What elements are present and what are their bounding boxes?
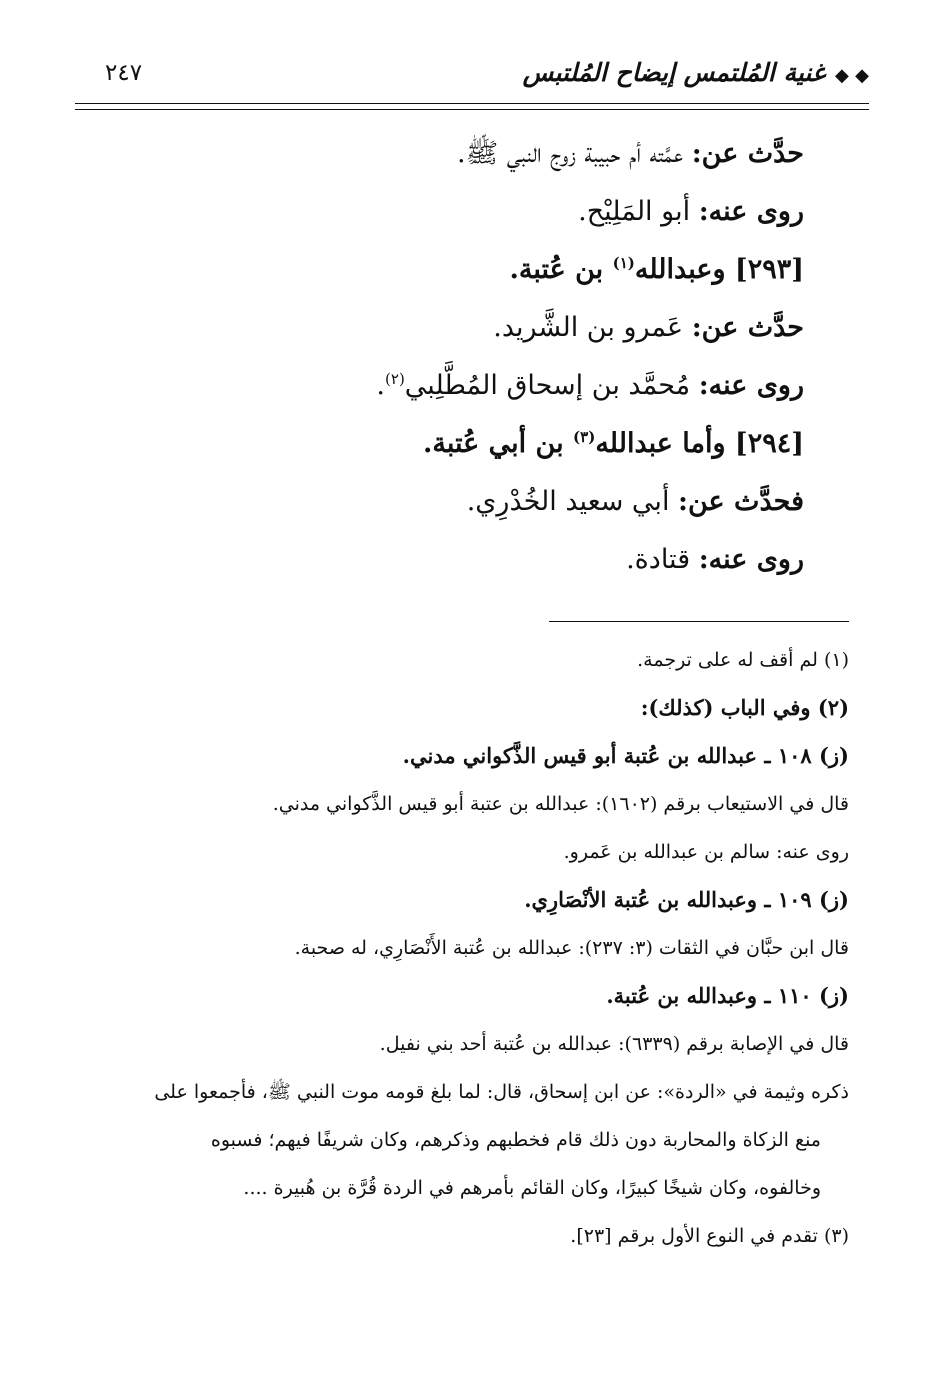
footnote-marker: (ز): [818, 983, 849, 1008]
header-rule-top: [75, 103, 869, 104]
entry-number: [٢٩٣]: [734, 254, 804, 285]
footnote-separator: [549, 621, 849, 622]
line-text: عَمرو بن الشَّريد.: [493, 312, 692, 343]
footnote-line: [78, 880, 849, 928]
footnote-text: منع الزكاة والمحاربة دون ذلك قام فخطبهم وذكرهم، وكان شريفًا فيهم؛ فسبوه: [210, 1129, 821, 1151]
line-label: روى عنه:: [698, 370, 804, 401]
footnote-line: [78, 832, 849, 880]
footnote-line: [78, 976, 849, 1024]
footnote-line: [78, 688, 849, 736]
line-label: روى عنه:: [698, 196, 804, 227]
footnote-text: روى عنه: سالم بن عبدالله بن عَمرو.: [563, 841, 849, 863]
line-text: أبي سعيد الخُدْرِي.: [466, 486, 679, 517]
line-label: حدَّث عن:: [691, 312, 804, 343]
footnote-text: لم أقف له على ترجمة.: [637, 649, 824, 671]
footnote-marker: (٣): [823, 1225, 849, 1247]
text-line: [90, 538, 804, 596]
entry-number: [٢٩٤]: [734, 428, 804, 459]
footnote-text: قال في الإصابة برقم (٦٣٣٩): عبدالله بن عُتبة أحد بني نفيل.: [379, 1033, 849, 1055]
entry-heading: [90, 422, 804, 480]
running-title: [523, 58, 869, 87]
footnote-line: [78, 1168, 849, 1216]
text-line: [90, 364, 804, 422]
running-title-text: غنية المُلتمس إيضاح المُلتبس: [522, 58, 826, 87]
footnote-line: [78, 784, 849, 832]
entry-name: وأما عبدالله: [595, 428, 726, 459]
entry-heading: [90, 248, 804, 306]
line-text: عمَّته أم حبيبة زوج النبي ﷺ.: [457, 138, 692, 169]
footnote-marker: (ز): [818, 743, 849, 768]
footnote-ref: (١): [612, 254, 635, 272]
entry-name: وعبدالله: [634, 254, 726, 285]
footnote-text: تقدم في النوع الأول برقم [٢٣].: [570, 1225, 824, 1247]
footnote-ref: (٣): [573, 428, 596, 446]
footnote-ref: (٢): [385, 370, 405, 388]
line-label: روى عنه:: [698, 544, 804, 575]
line-tail: .: [376, 370, 386, 401]
footnote-text: وخالفوه، وكان شيخًا كبيرًا، وكان القائم بأمرهم في الردة قُرَّة بن هُبيرة ....: [243, 1177, 821, 1199]
line-label: فحدَّث عن:: [678, 486, 804, 517]
text-line: [90, 132, 804, 190]
text-line: [90, 190, 804, 248]
footnote-text: ١١٠ ـ وعبدالله بن عُتبة.: [606, 983, 819, 1008]
footnote-text: ١٠٨ ـ عبدالله بن عُتبة أبو قيس الذَّكواني مدني.: [402, 743, 819, 768]
footnote-line: [78, 1216, 849, 1264]
line-text: قتادة.: [626, 544, 699, 575]
line-text: أبو المَلِيْح.: [578, 196, 699, 227]
footnote-text: قال في الاستيعاب برقم (١٦٠٢): عبدالله بن عتبة أبو قيس الذَّكواني مدني.: [272, 793, 849, 815]
footnotes: [78, 640, 849, 1264]
header-rule-bottom: [75, 109, 869, 110]
footnote-marker: (١): [823, 649, 849, 671]
text-line: [90, 480, 804, 538]
diamond-ornament-icon: ◆ ◆: [835, 65, 869, 86]
footnote-text: ذكره وثيمة في «الردة»: عن ابن إسحاق، قال: لما بلغ قومه موت النبي ﷺ، فأجمعوا على: [154, 1081, 849, 1103]
footnote-text: وفي الباب (كذلك):: [640, 695, 818, 720]
line-label: حدَّث عن:: [691, 138, 804, 169]
page-number: ٢٤٧: [105, 60, 143, 86]
main-text: [90, 132, 804, 596]
footnote-line: [78, 928, 849, 976]
footnote-line: [78, 640, 849, 688]
footnote-marker: (٢): [817, 695, 849, 720]
entry-name-rest: بن أبي عُتبة.: [422, 428, 574, 459]
footnote-text: ١٠٩ ـ وعبدالله بن عُتبة الأنْصَارِي.: [524, 887, 819, 912]
text-line: [90, 306, 804, 364]
footnote-line: [78, 1120, 849, 1168]
footnote-marker: (ز): [818, 887, 849, 912]
footnote-line: [78, 1072, 849, 1120]
entry-name-rest: بن عُتبة.: [509, 254, 613, 285]
page-header: [75, 58, 869, 98]
footnote-line: [78, 736, 849, 784]
footnote-text: قال ابن حبَّان في الثقات (٣: ٢٣٧): عبدالله بن عُتبة الأَنْصَارِي، له صحبة.: [294, 937, 849, 959]
footnote-line: [78, 1024, 849, 1072]
line-text: مُحمَّد بن إسحاق المُطَّلِبي: [404, 370, 699, 401]
